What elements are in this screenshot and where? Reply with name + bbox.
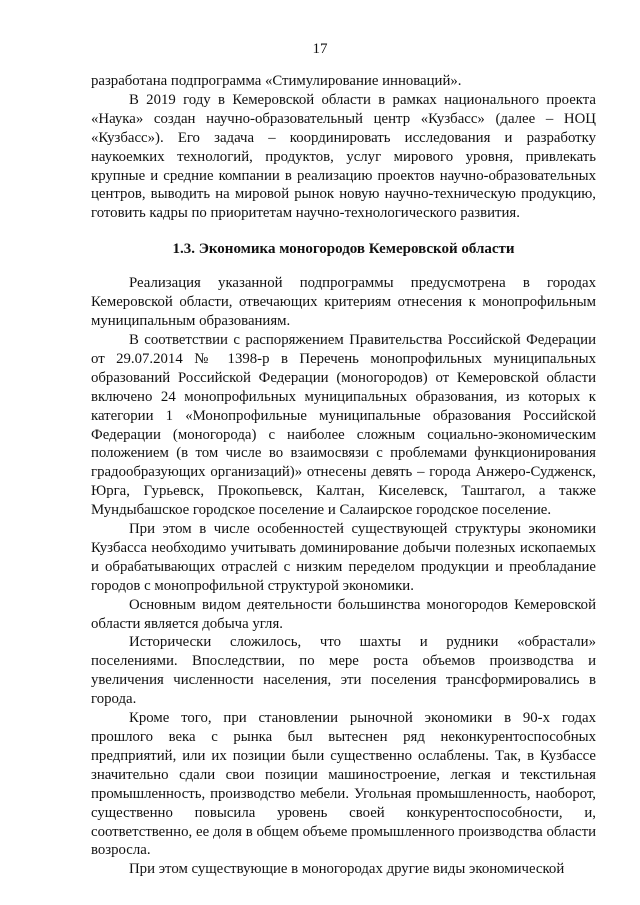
paragraph-implementation: Реализация указанной подпрограммы предусмотрена в городах Кемеровской области, отвечающих критериям отнесения к монопрофильным муниципальным образованиям.: [91, 275, 596, 330]
paragraph-government-order: В соответствии с распоряжением Правительства Российской Федерации от 29.07.2014 № 1398-р в Перечень монопрофильных муниципальных образований Российской Федерации (моногородов) от Кемеровской области включено 24 монопрофильных муниципальных образования, из которых к категории 1 «Монопрофильные муниципальные образования Российской Федерации (моногорода) с наиболее сложным социально-экономическим положением (в том числе во взаимосвязи с проблемами функционирования градообразующих организаций)» отнесены девять – города Анжеро-Судженск, Юрга, Гурьевск, Прокопьевск, Калтан, Киселевск, Таштагол, а также Мундыбашское городское поселение и Салаирское городское поселение.: [91, 331, 596, 519]
section-heading: 1.3. Экономика моногородов Кемеровской области: [172, 241, 515, 258]
page-number: 17: [312, 41, 328, 57]
paragraph-history: Исторически сложилось, что шахты и рудники «обрастали» поселениями. Впоследствии, по мере роста объемов производства и увеличения численности населения, эти поселения трансформировались в города.: [91, 634, 596, 708]
document-body: [91, 72, 596, 879]
paragraph-market-economy: Кроме того, при становлении рыночной экономики в 90-х годах прошлого века с рынка был вытеснен ряд неконкурентоспособных предприятий, или их позиции были существенно ослаблены. Так, в Кузбассе значительно сдали свои позиции машиностроение, легкая и текстильная промышленность, производство мебели. Угольная промышленность, наоборот, существенно повысила уровень своей конкурентоспособности, и, соответственно, ее доля в общем объеме промышленного производства области возросла.: [91, 710, 596, 859]
paragraph-economy-structure: При этом в числе особенностей существующей структуры экономики Кузбасса необходимо учитывать доминирование добычи полезных ископаемых и обрабатывающих отраслей с низким переделом продукции и преобладание городов с монопрофильной структурой экономики.: [91, 521, 596, 594]
paragraph-noc-kuzbass: В 2019 году в Кемеровской области в рамках национального проекта «Наука» создан научно-образовательный центр «Кузбасс» (далее – НОЦ «Кузбасс»). Его задача – координировать исследования и разработку наукоемких технологий, продуктов, услуг мирового уровня, привлекать крупные и средние компании в реализацию проектов научно-образовательных центров, выводить на мировой рынок новую научно-техническую продукцию, готовить кадры по приоритетам научно-технологического развития.: [91, 91, 596, 222]
paragraph-continuation: разработана подпрограмма «Стимулирование инноваций».: [91, 73, 462, 89]
paragraph-other-activities: При этом существующие в моногородах другие виды экономической: [129, 861, 565, 878]
paragraph-main-activity: Основным видом деятельности большинства моногородов Кемеровской области является добыча угля.: [91, 596, 596, 632]
